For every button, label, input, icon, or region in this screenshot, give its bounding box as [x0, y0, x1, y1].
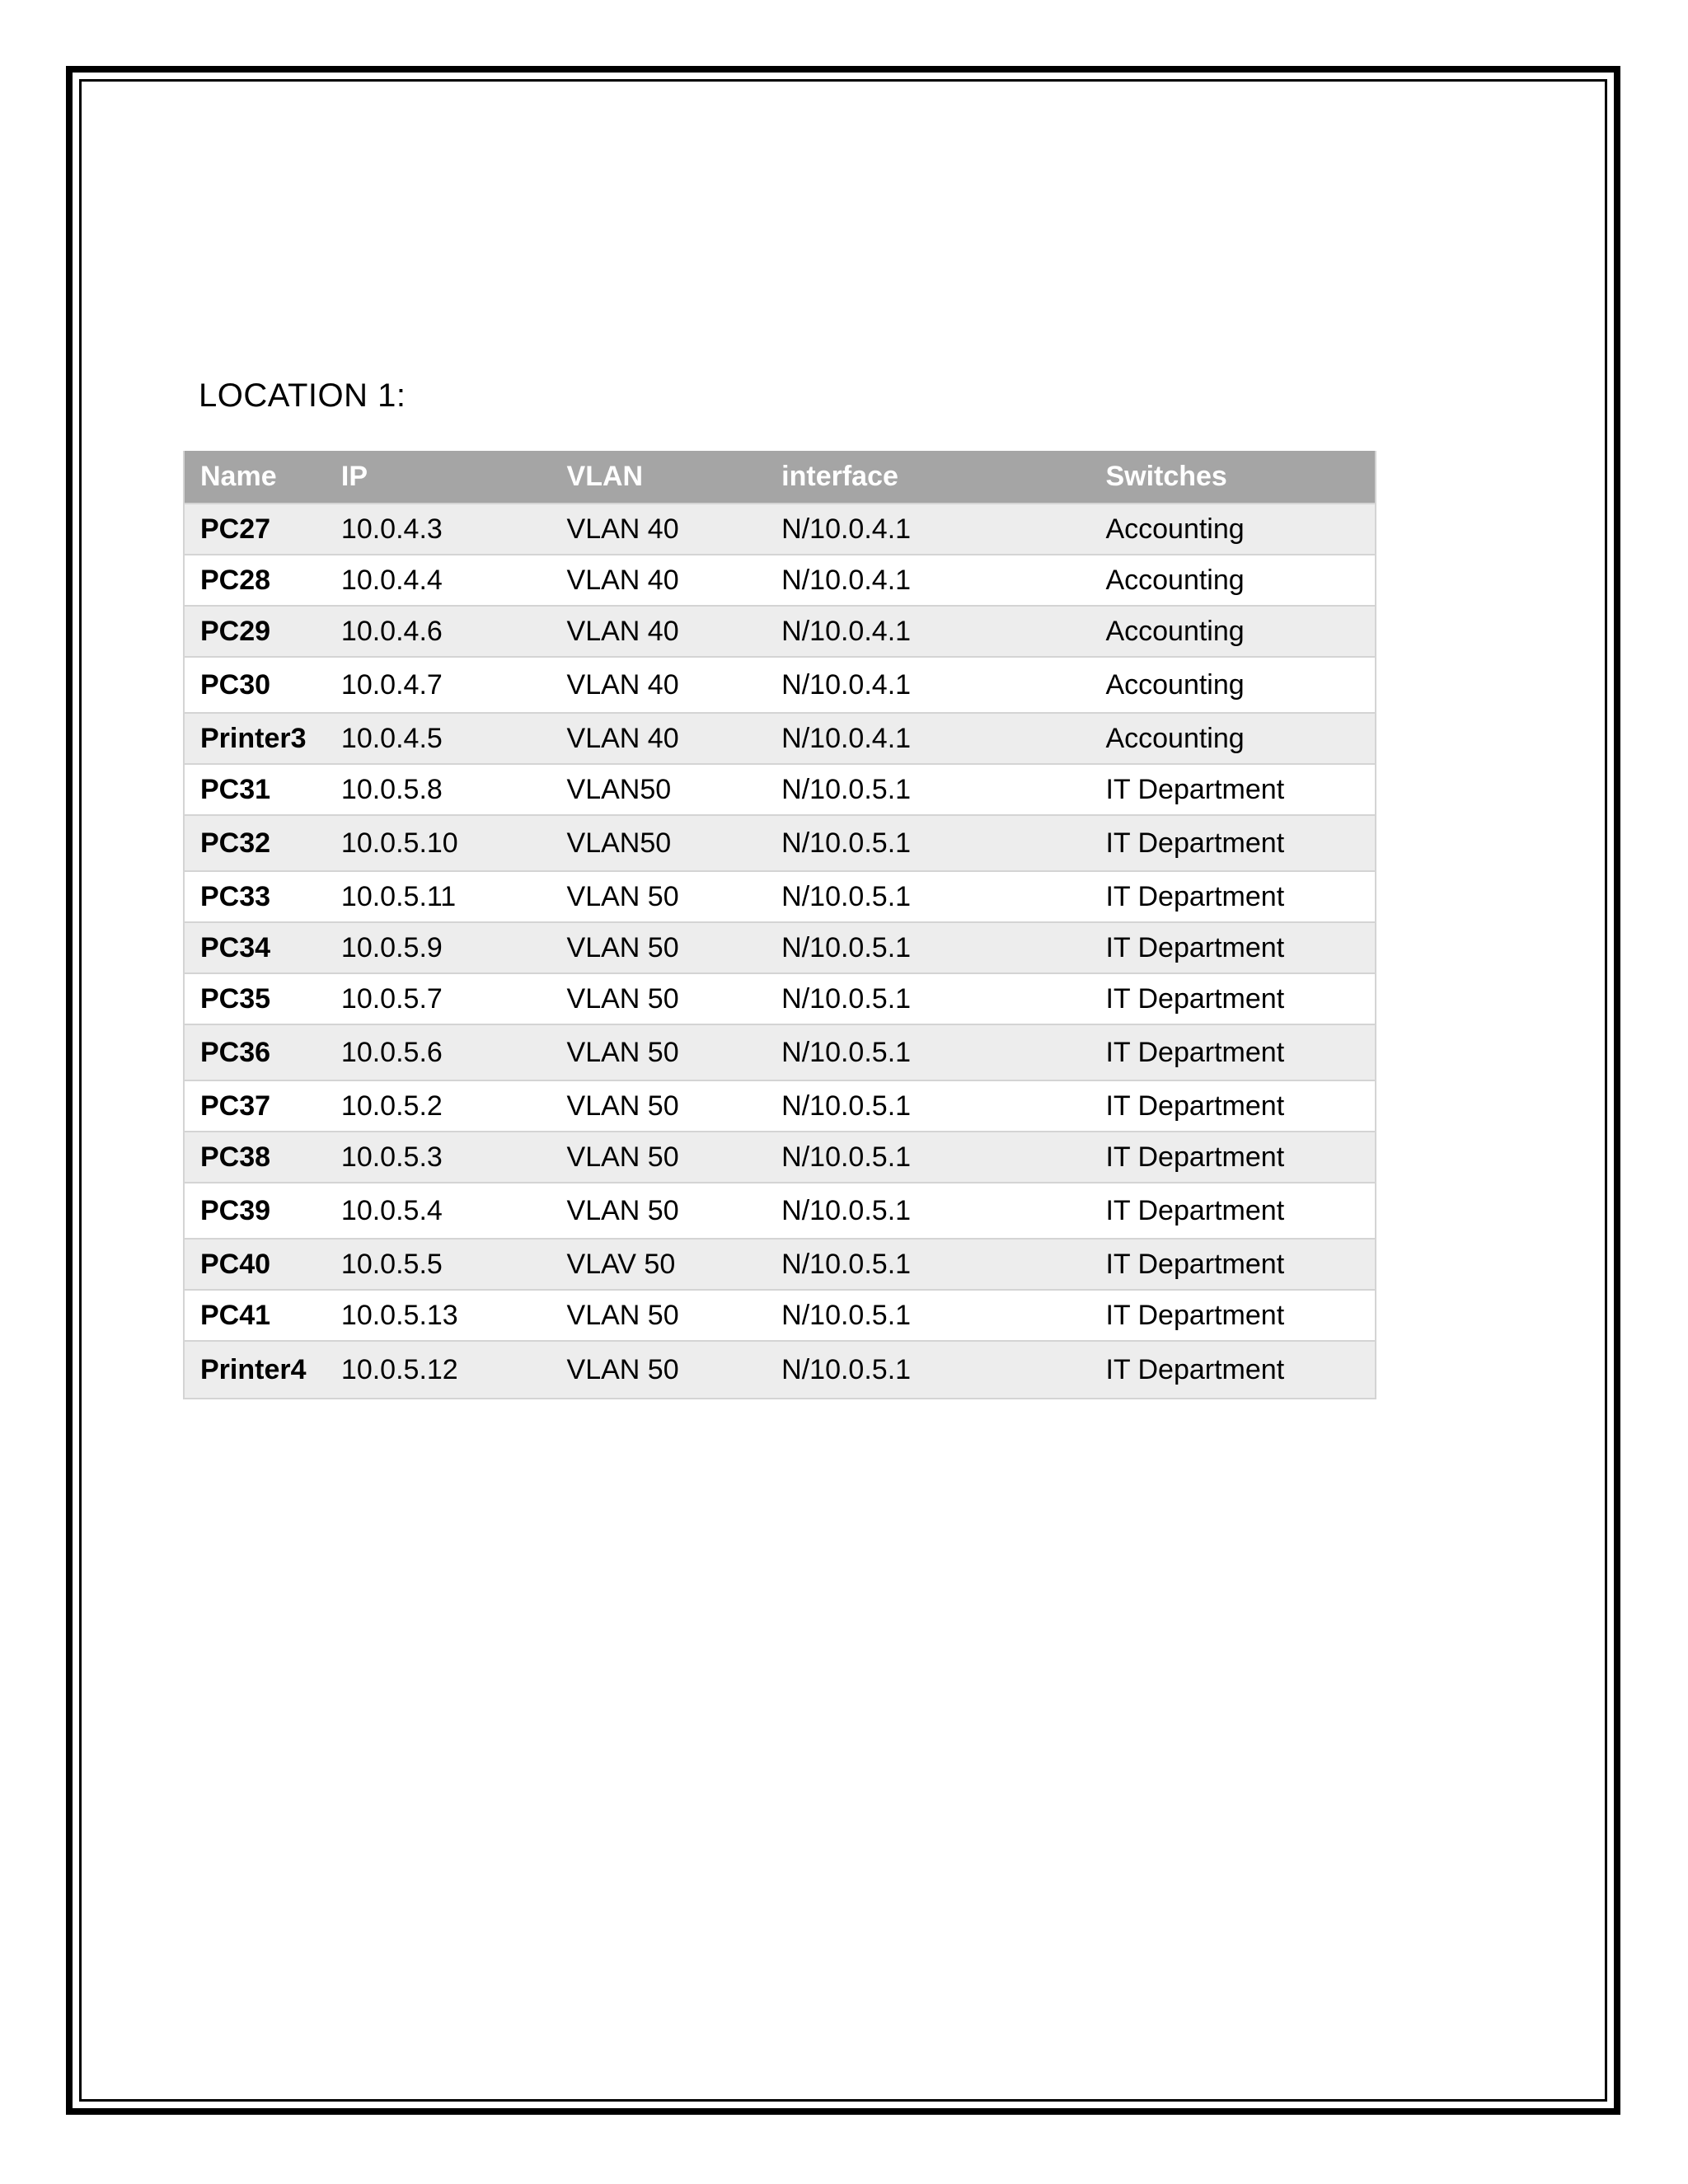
cell-switches: IT Department [1090, 1132, 1376, 1183]
cell-vlan: VLAN 50 [551, 1183, 767, 1239]
cell-ip: 10.0.5.12 [326, 1341, 551, 1399]
cell-vlan: VLAN 50 [551, 1132, 767, 1183]
table-row [184, 1290, 1376, 1341]
cell-ip: 10.0.5.13 [326, 1290, 551, 1341]
cell-switches: Accounting [1090, 606, 1376, 657]
cell-ip: 10.0.5.11 [326, 871, 551, 922]
cell-switches: IT Department [1090, 1024, 1376, 1080]
cell-ip: 10.0.5.5 [326, 1239, 551, 1290]
cell-switches: Accounting [1090, 713, 1376, 764]
cell-interface: N/10.0.4.1 [766, 504, 1090, 555]
table-row [184, 1239, 1376, 1290]
cell-interface: N/10.0.4.1 [766, 555, 1090, 606]
cell-name: PC29 [184, 606, 326, 657]
table-row [184, 555, 1376, 606]
cell-vlan: VLAN 40 [551, 504, 767, 555]
cell-name: PC32 [184, 815, 326, 871]
cell-name: Printer3 [184, 713, 326, 764]
cell-name: PC31 [184, 764, 326, 815]
cell-interface: N/10.0.4.1 [766, 657, 1090, 713]
cell-name: PC37 [184, 1080, 326, 1132]
cell-ip: 10.0.5.9 [326, 922, 551, 973]
table-row [184, 764, 1376, 815]
cell-interface: N/10.0.5.1 [766, 871, 1090, 922]
table-header-row [184, 451, 1376, 504]
cell-vlan: VLAN 50 [551, 1290, 767, 1341]
cell-name: PC35 [184, 973, 326, 1024]
cell-switches: IT Department [1090, 973, 1376, 1024]
cell-vlan: VLAN 50 [551, 1080, 767, 1132]
header-interface: interface [766, 451, 1090, 504]
cell-switches: IT Department [1090, 1183, 1376, 1239]
cell-vlan: VLAN 50 [551, 871, 767, 922]
cell-name: PC28 [184, 555, 326, 606]
cell-name: PC39 [184, 1183, 326, 1239]
cell-interface: N/10.0.5.1 [766, 922, 1090, 973]
cell-vlan: VLAN50 [551, 764, 767, 815]
cell-switches: Accounting [1090, 555, 1376, 606]
header-vlan: VLAN [551, 451, 767, 504]
cell-vlan: VLAN 50 [551, 1024, 767, 1080]
cell-switches: IT Department [1090, 1239, 1376, 1290]
table-row [184, 973, 1376, 1024]
device-table-container [183, 451, 1376, 1399]
cell-interface: N/10.0.5.1 [766, 1290, 1090, 1341]
cell-interface: N/10.0.5.1 [766, 815, 1090, 871]
cell-interface: N/10.0.5.1 [766, 1239, 1090, 1290]
cell-name: PC30 [184, 657, 326, 713]
cell-name: PC38 [184, 1132, 326, 1183]
cell-switches: IT Department [1090, 871, 1376, 922]
cell-ip: 10.0.5.3 [326, 1132, 551, 1183]
table-row [184, 504, 1376, 555]
cell-interface: N/10.0.5.1 [766, 764, 1090, 815]
cell-interface: N/10.0.5.1 [766, 1183, 1090, 1239]
cell-name: PC27 [184, 504, 326, 555]
cell-vlan: VLAN 50 [551, 922, 767, 973]
cell-vlan: VLAN 40 [551, 713, 767, 764]
table-row [184, 1024, 1376, 1080]
cell-ip: 10.0.4.6 [326, 606, 551, 657]
cell-interface: N/10.0.5.1 [766, 1024, 1090, 1080]
cell-name: PC34 [184, 922, 326, 973]
header-ip: IP [326, 451, 551, 504]
cell-switches: IT Department [1090, 764, 1376, 815]
cell-ip: 10.0.4.7 [326, 657, 551, 713]
device-table [183, 451, 1376, 1399]
cell-name: Printer4 [184, 1341, 326, 1399]
cell-ip: 10.0.5.4 [326, 1183, 551, 1239]
cell-name: PC41 [184, 1290, 326, 1341]
cell-ip: 10.0.5.7 [326, 973, 551, 1024]
cell-switches: Accounting [1090, 657, 1376, 713]
cell-interface: N/10.0.5.1 [766, 1341, 1090, 1399]
cell-vlan: VLAN 50 [551, 973, 767, 1024]
cell-name: PC40 [184, 1239, 326, 1290]
table-row [184, 871, 1376, 922]
table-row [184, 606, 1376, 657]
table-row [184, 1132, 1376, 1183]
location-heading: LOCATION 1: [199, 377, 406, 414]
cell-interface: N/10.0.5.1 [766, 973, 1090, 1024]
cell-switches: IT Department [1090, 1080, 1376, 1132]
cell-ip: 10.0.5.6 [326, 1024, 551, 1080]
cell-interface: N/10.0.4.1 [766, 713, 1090, 764]
cell-vlan: VLAN50 [551, 815, 767, 871]
header-name: Name [184, 451, 326, 504]
cell-vlan: VLAN 40 [551, 606, 767, 657]
cell-name: PC36 [184, 1024, 326, 1080]
cell-interface: N/10.0.5.1 [766, 1080, 1090, 1132]
cell-name: PC33 [184, 871, 326, 922]
table-row [184, 713, 1376, 764]
cell-ip: 10.0.5.10 [326, 815, 551, 871]
cell-switches: IT Department [1090, 1341, 1376, 1399]
cell-ip: 10.0.4.4 [326, 555, 551, 606]
cell-vlan: VLAN 40 [551, 657, 767, 713]
cell-vlan: VLAN 40 [551, 555, 767, 606]
table-row [184, 1341, 1376, 1399]
header-switches: Switches [1090, 451, 1376, 504]
cell-vlan: VLAN 50 [551, 1341, 767, 1399]
table-row [184, 1183, 1376, 1239]
cell-switches: Accounting [1090, 504, 1376, 555]
table-row [184, 1080, 1376, 1132]
cell-ip: 10.0.4.5 [326, 713, 551, 764]
cell-interface: N/10.0.5.1 [766, 1132, 1090, 1183]
cell-switches: IT Department [1090, 1290, 1376, 1341]
cell-ip: 10.0.4.3 [326, 504, 551, 555]
table-row [184, 657, 1376, 713]
cell-ip: 10.0.5.8 [326, 764, 551, 815]
table-row [184, 922, 1376, 973]
cell-vlan: VLAV 50 [551, 1239, 767, 1290]
cell-switches: IT Department [1090, 815, 1376, 871]
cell-switches: IT Department [1090, 922, 1376, 973]
table-row [184, 815, 1376, 871]
cell-ip: 10.0.5.2 [326, 1080, 551, 1132]
cell-interface: N/10.0.4.1 [766, 606, 1090, 657]
